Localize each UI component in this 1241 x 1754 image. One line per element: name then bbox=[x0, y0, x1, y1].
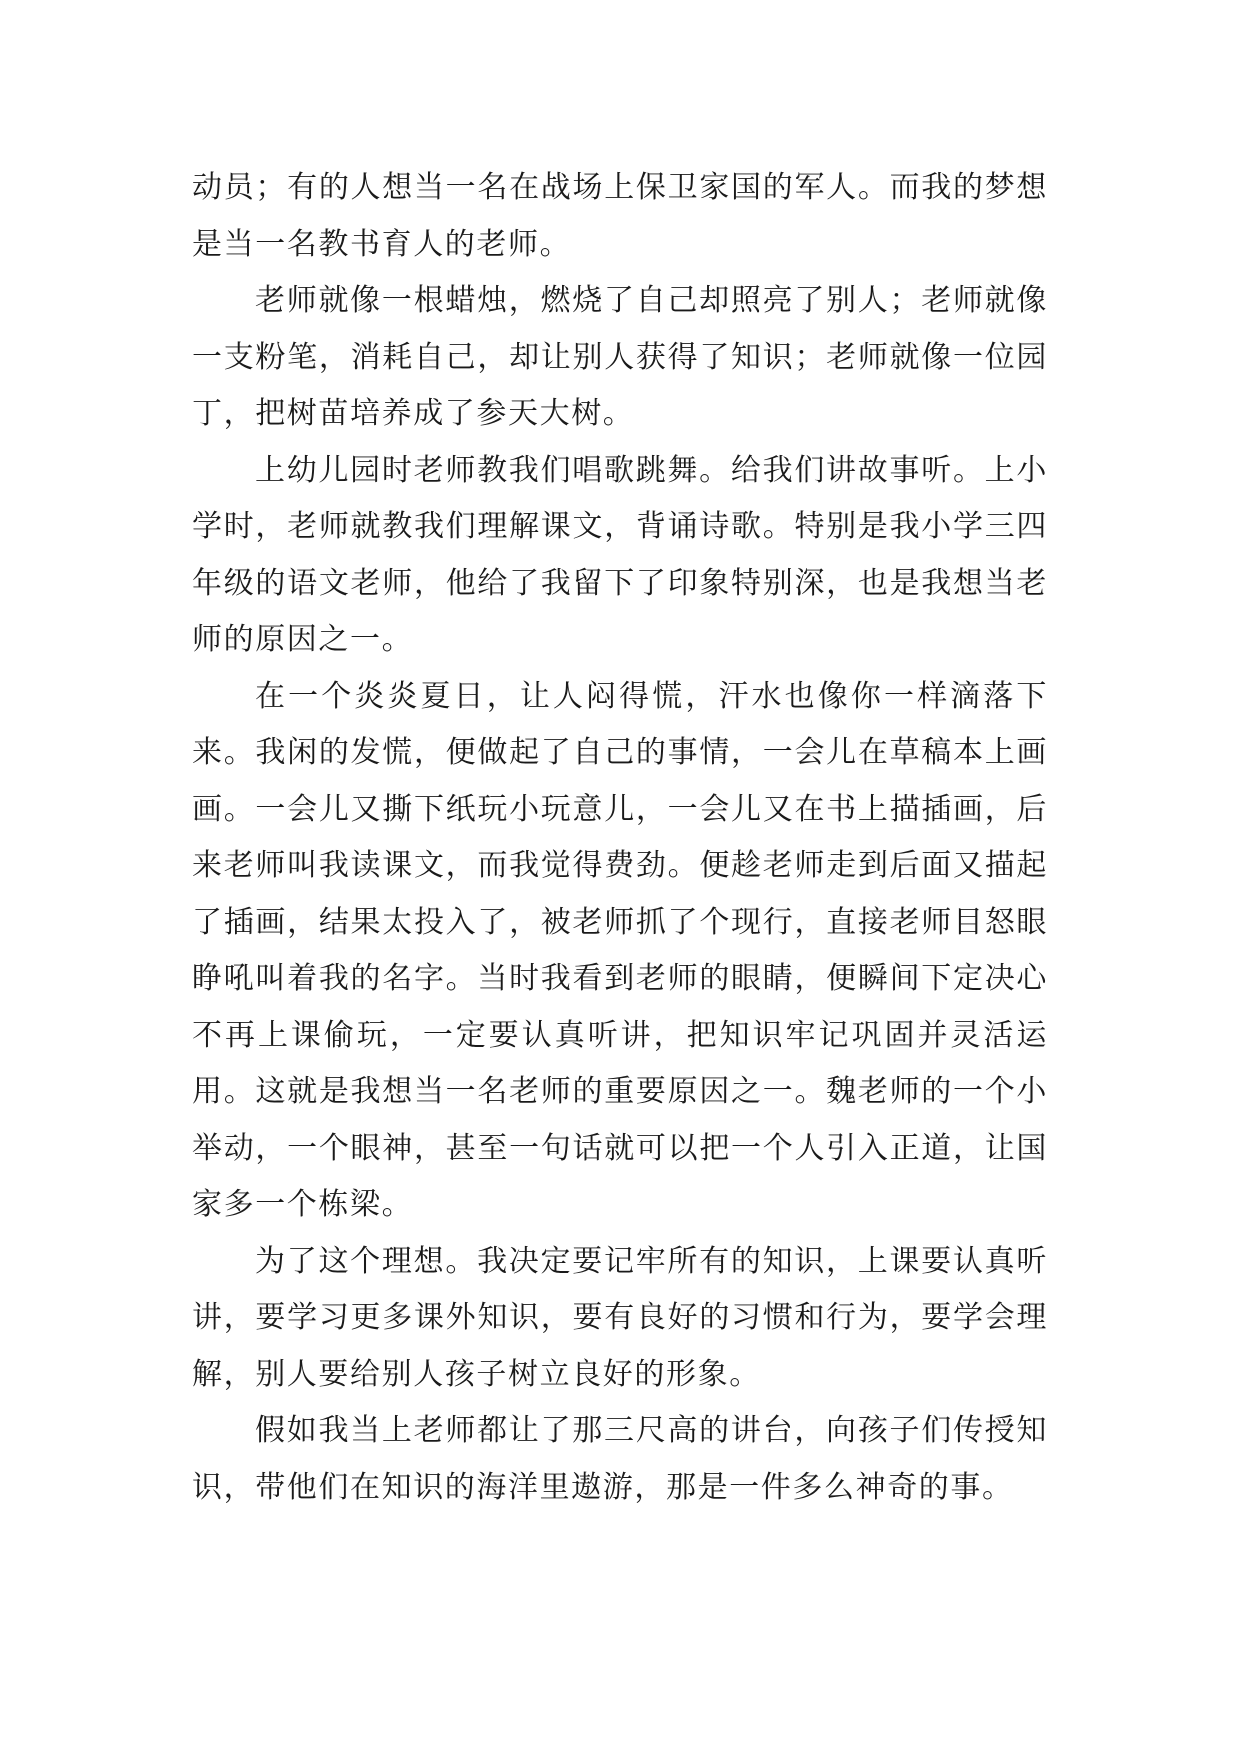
paragraph-1: 动员；有的人想当一名在战场上保卫家国的军人。而我的梦想是当一名教书育人的老师。 bbox=[192, 170, 1048, 262]
paragraph-5: 为了这个理想。我决定要记牢所有的知识，上课要认真听讲，要学习更多课外知识，要有良好的习惯和行为，要学会理解，别人要给别人孩子树立良好的形象。 bbox=[192, 1243, 1048, 1392]
paragraph-3: 上幼儿园时老师教我们唱歌跳舞。给我们讲故事听。上小学时，老师就教我们理解课文，背诵诗歌。特别是我小学三四年级的语文老师，他给了我留下了印象特别深，也是我想当老师的原因之一。 bbox=[192, 452, 1048, 657]
paragraph-4: 在一个炎炎夏日，让人闷得慌，汗水也像你一样滴落下来。我闲的发慌，便做起了自己的事情，一会儿在草稿本上画画。一会儿又撕下纸玩小玩意儿，一会儿又在书上描插画，后来老师叫我读课文，而我觉得费劲。便趁老师走到后面又描起了插画，结果太投入了，被老师抓了个现行，直接老师目怒眼睁吼叫着我的名字。当时我看到老师的眼睛，便瞬间下定决心不再上课偷玩，一定要认真听讲，把知识牢记巩固并灵活运用。这就是我想当一名老师的重要原因之一。魏老师的一个小举动，一个眼神，甚至一句话就可以把一个人引入正道，让国家多一个栋梁。 bbox=[192, 678, 1048, 1222]
paragraph-6: 假如我当上老师都让了那三尺高的讲台，向孩子们传授知识，带他们在知识的海洋里遨游，那是一件多么神奇的事。 bbox=[192, 1413, 1048, 1505]
paragraph-2: 老师就像一根蜡烛，燃烧了自己却照亮了别人；老师就像一支粉笔，消耗自己，却让别人获得了知识；老师就像一位园丁，把树苗培养成了参天大树。 bbox=[192, 283, 1048, 431]
document-body bbox=[192, 160, 1048, 1516]
